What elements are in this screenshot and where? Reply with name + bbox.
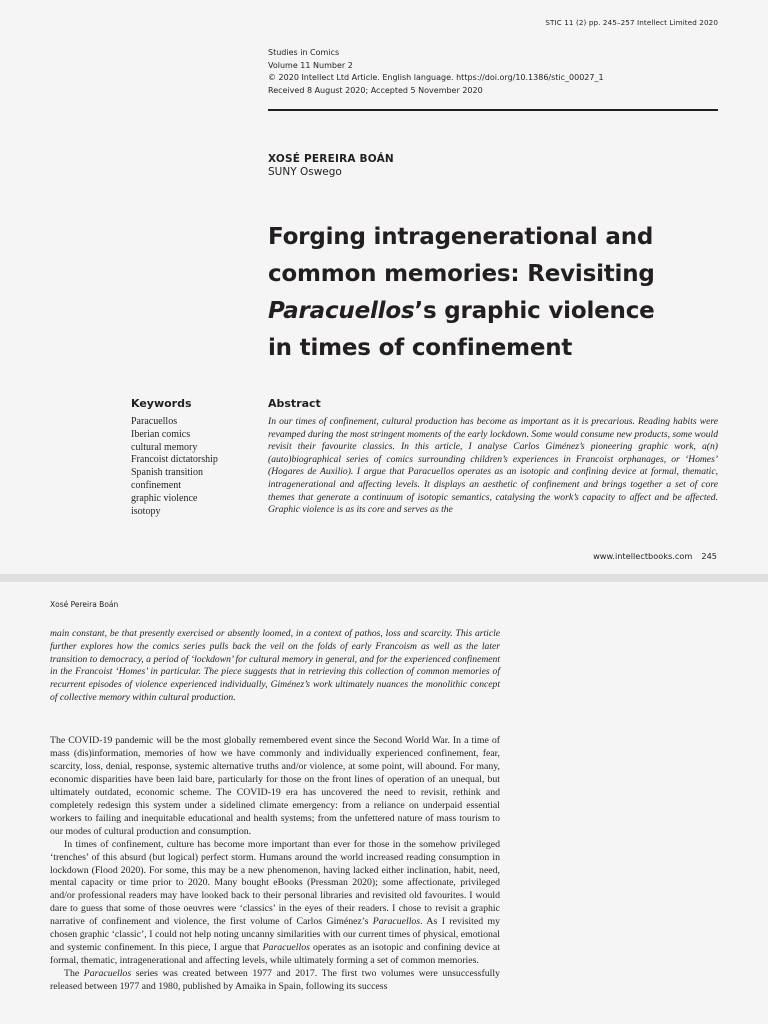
journal-volume: Volume 11 Number 2 xyxy=(268,60,353,70)
body-text-run: operates as an isotopic and confining device at formal, thematic, intragenerational and affecting levels, while ultimately forming a set of common memories. xyxy=(50,942,500,967)
abstract-text: In our times of confinement, cultural production has become as important as it is precarious. Reading habits were revamped during the most stringent moments of the early lockdown. Some would consume new products, some would revisit their favourite classics. In this article, I analyse Carlos Giménez’s pioneering graphic work, a(n) (auto)biographical series of comics surrounding children’s experiences in Francoist orphanages, or ‘Homes’ (Hogares de Auxilio). I argue that Paracuellos operates as an isotopic and confining device at formal, thematic, intragenerational and affecting levels. It displays an aesthetic of confinement and brings together a set of core themes that generate a continuum of isotopic semantics, catalysing the work’s capacity to affect and be affected. Graphic violence is as its core and serves as the xyxy=(268,416,718,516)
body-paragraph xyxy=(50,968,500,994)
author-name: XOSÉ PEREIRA BOÁN xyxy=(268,153,394,165)
page-footer xyxy=(593,551,717,561)
keyword-item: confinement xyxy=(131,479,181,491)
keyword-item: Francoist dictatorship xyxy=(131,454,218,466)
italic-title: Paracuellos xyxy=(83,968,132,980)
keywords-list xyxy=(131,416,218,518)
keywords-heading: Keywords xyxy=(131,397,192,410)
keyword-item: Iberian comics xyxy=(131,428,191,440)
body-text-run: series was created between 1977 and 2017. The first two volumes were unsuccessfully released between 1977 and 1980, published by Amaika in Spain, following its success xyxy=(50,968,500,993)
journal-dates: Received 8 August 2020; Accepted 5 November 2020 xyxy=(268,85,483,95)
header-rule xyxy=(268,109,718,111)
title-line-3-rest: ’s graphic violence xyxy=(414,298,655,324)
title-line-2: common memories: Revisiting xyxy=(268,261,655,287)
keyword-item: graphic violence xyxy=(131,492,198,504)
author-affiliation: SUNY Oswego xyxy=(268,166,342,178)
body-text-run: . As I revisited my chosen graphic ‘classic’, I could not help noting uncanny similarities with our current times of physical, emotional and systemic confinement. In this piece, I argue that xyxy=(50,916,500,954)
article-title xyxy=(268,219,718,367)
footer-website: www.intellectbooks.com xyxy=(593,551,693,561)
body-text-run: The xyxy=(64,968,84,980)
title-italic-work: Paracuellos xyxy=(268,298,415,324)
running-head: Xosé Pereira Boán xyxy=(50,600,119,609)
abstract-continuation: main constant, be that presently exercised or absently loomed, in a context of pathos, loss and scarcity. This article further explores how the comics series pulls back the veil on the folds of early Francoism as well as the later transition to democracy, a period of ‘lockdown’ for cultural memory in general, and for the experienced confinement in the Francoist ‘Homes’ in particular. The piece suggests that in retrieving this collection of common memories of recurrent episodes of violence experienced individually, Giménez’s work ultimately nuances the monolithic concept of collective memory within cultural production. xyxy=(50,628,500,703)
journal-name: Studies in Comics xyxy=(268,48,340,57)
title-line-3 xyxy=(268,293,718,330)
body-text-run: In times of confinement, culture has become more important than ever for those in the somehow privileged ‘trenches’ of this absurd (but logical) perfect storm. Humans around the world increased reading consumption in lockdown (Flood 2020). For some, this may be a new phenomenon, having lacked either inclination, habit, need, mental capacity or time prior to 2020. Many bought eBooks (Pressman 2020); some affectionate, privileged and/or professional readers may have looked back to their personal libraries and revisited old favourites. I would dare to guess that some of those oeuvres were ‘classics’ in the eyes of their readers. I chose to revisit a graphic narrative of confinement and violence, the first volume of Carlos Giménez’s xyxy=(50,838,500,928)
page-number: 245 xyxy=(701,551,717,561)
body-text xyxy=(50,735,500,994)
author-block xyxy=(268,153,394,179)
keyword-item: Spanish transition xyxy=(131,467,203,479)
journal-meta xyxy=(268,47,604,97)
keyword-item: Paracuellos xyxy=(131,416,178,427)
journal-copyright: © 2020 Intellect Ltd Article. English language. https://doi.org/10.1386/stic_00027_1 xyxy=(268,73,604,82)
body-paragraph xyxy=(50,839,500,969)
title-line-1: Forging intragenerational and xyxy=(268,224,654,250)
citation-line: STIC 11 (2) pp. 245–257 Intellect Limited 2020 xyxy=(545,18,718,27)
abstract-heading: Abstract xyxy=(268,397,321,410)
italic-title: Paracuellos xyxy=(372,916,421,928)
italic-title: Paracuellos xyxy=(262,942,310,954)
body-paragraph: The COVID-19 pandemic will be the most globally remembered event since the Second World War. In a time of mass (dis)information, memories of how we have commonly and individually experienced confinement, fear, scarcity, loss, denial, response, systemic alternative truths and/or violence, at some point, will abound. For many, economic disparities have been laid bare, particularly for those on the front lines of operation of an unequal, but ultimately outdated, economic scheme. The COVID-19 era has uncovered the need to revisit, rethink and completely redesign this system under a sidelined climate emergency: from a reliance on underpaid essential workers to failing and inequitable educational and health systems; from the unfettered nature of mass tourism to our modes of cultural production and consumption. xyxy=(50,735,500,837)
keyword-item: isotopy xyxy=(131,505,161,517)
title-line-4: in times of confinement xyxy=(268,335,573,361)
page-divider xyxy=(0,574,768,582)
keyword-item: cultural memory xyxy=(131,441,198,453)
